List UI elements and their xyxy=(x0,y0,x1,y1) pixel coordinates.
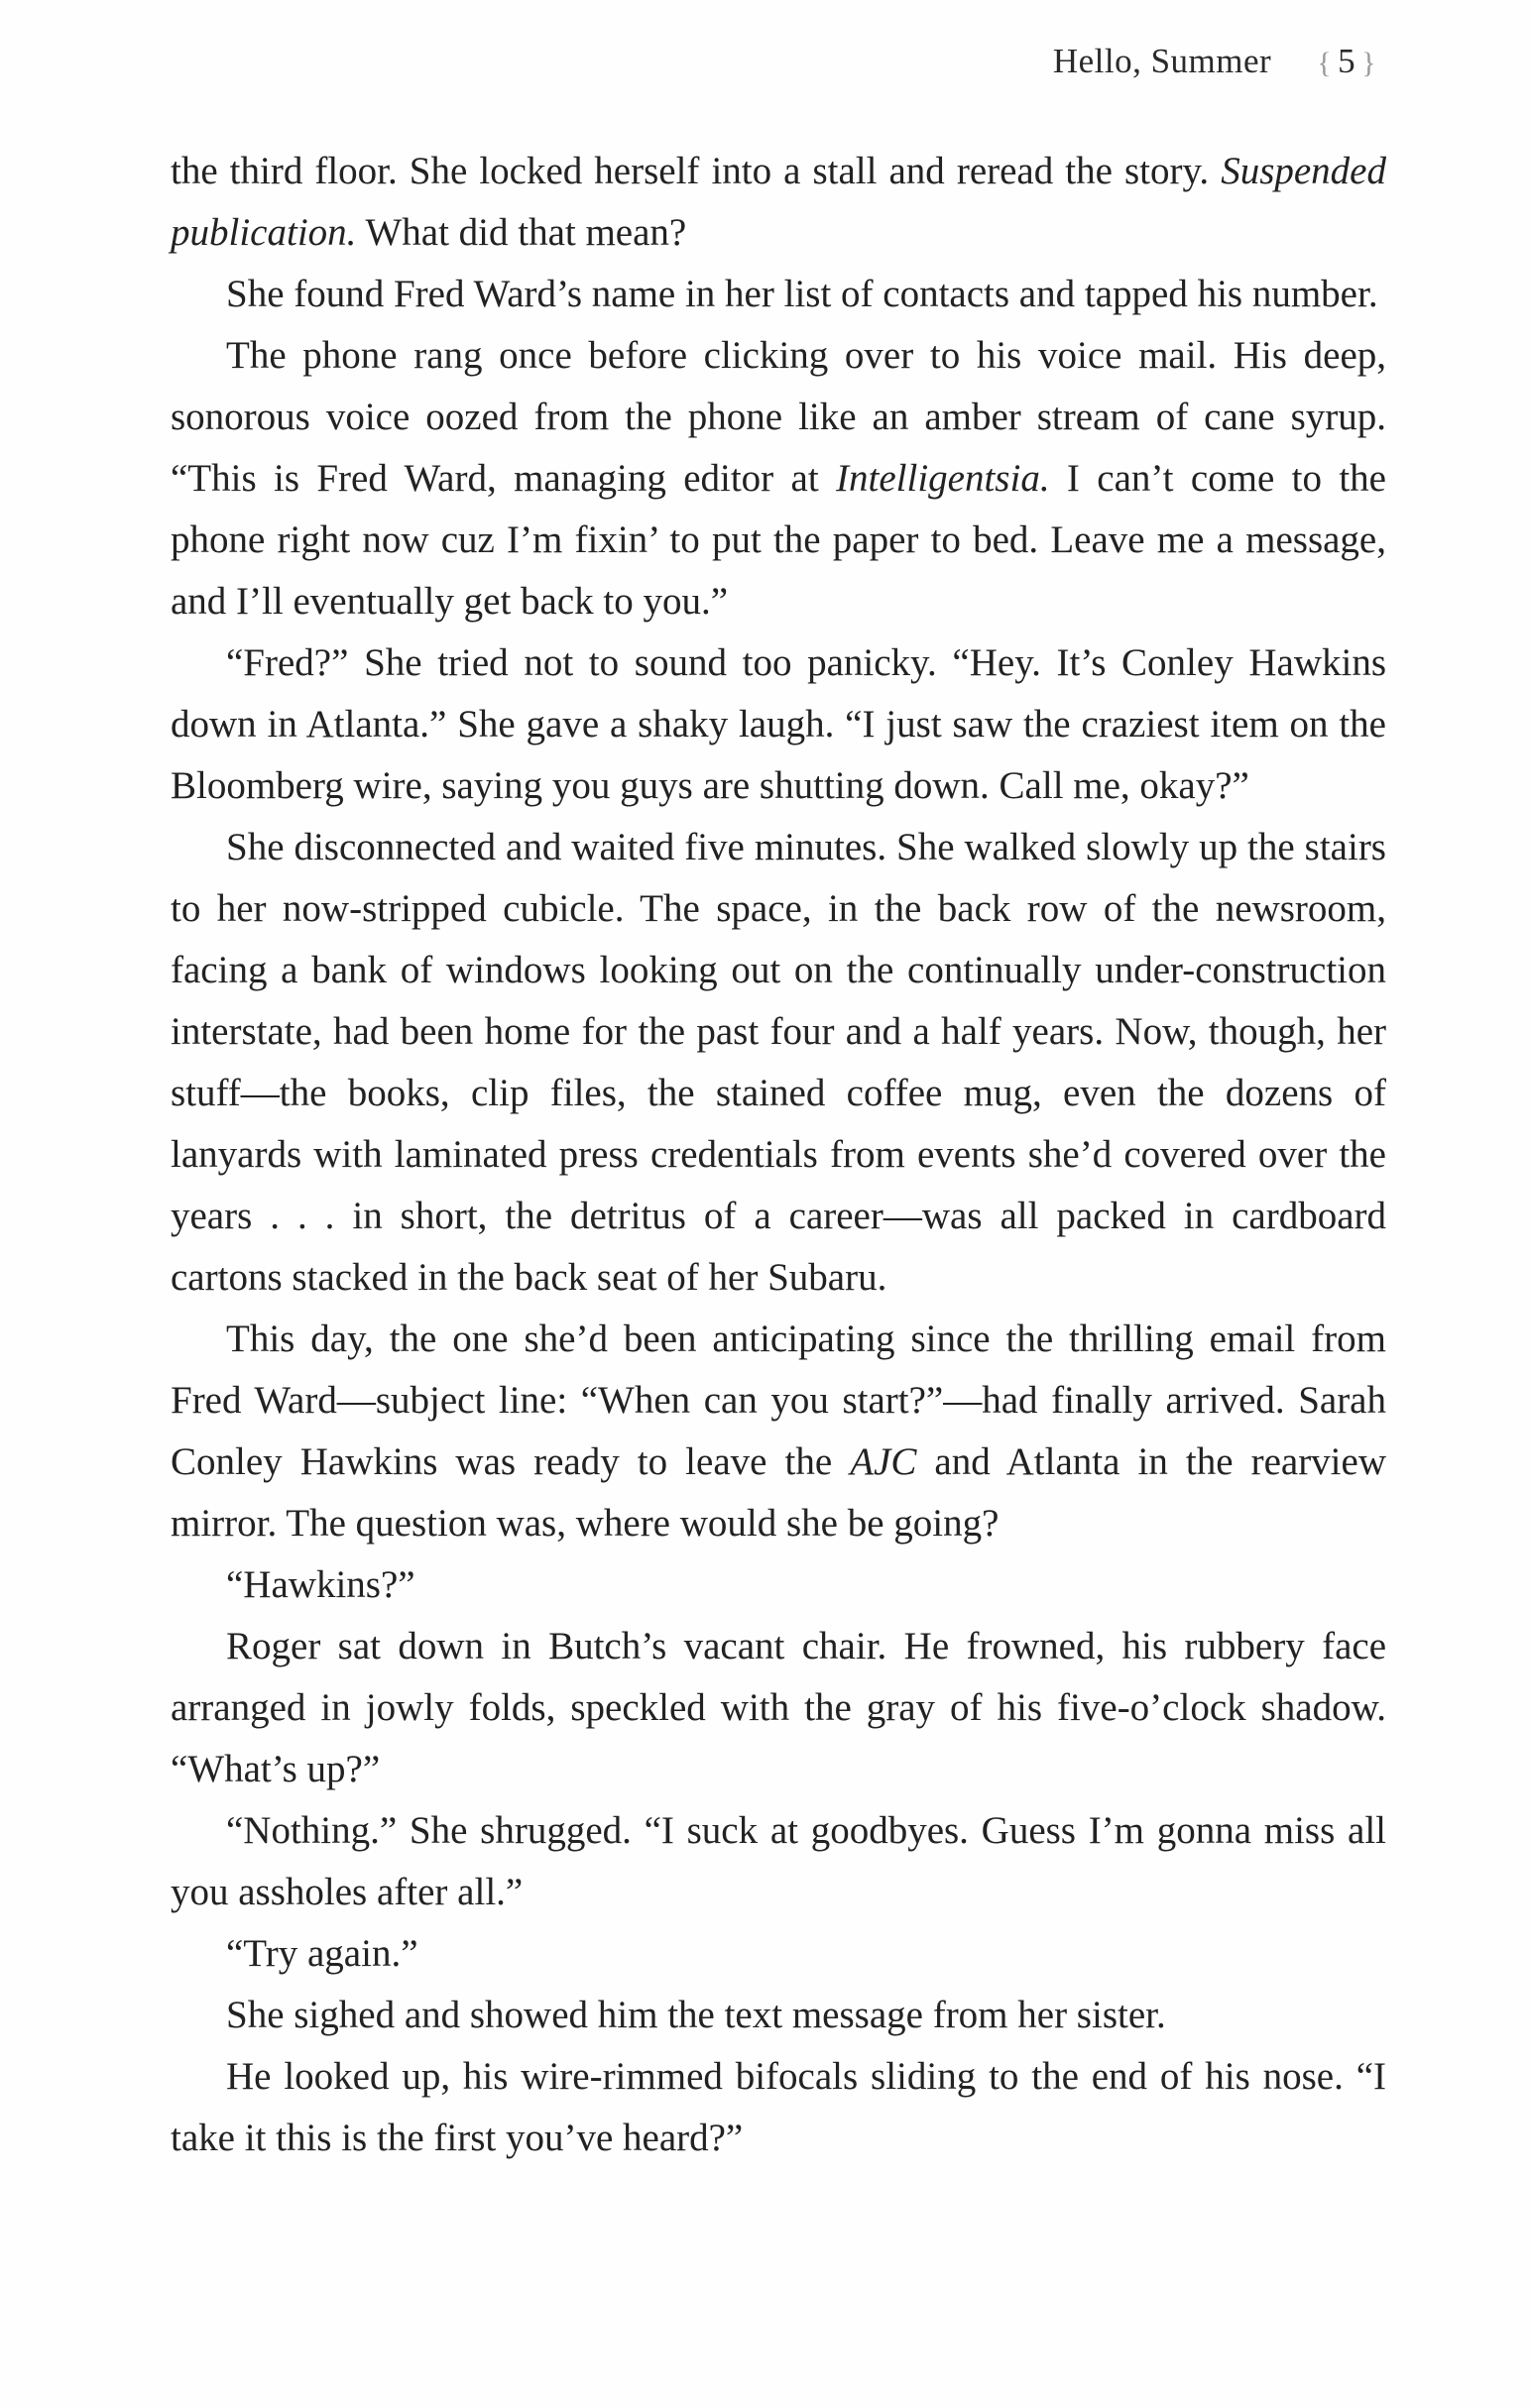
page-number-wrapper xyxy=(1311,42,1382,80)
italic-phrase: Intelligentsia. xyxy=(836,457,1050,500)
paragraph: “Fred?” She tried not to sound too panicky. “Hey. It’s Conley Hawkins down in Atlanta.” She gave a shaky laugh. “I just saw the craziest item on the Bloomberg wire, saying you guys are shutting down. Call me, okay?” xyxy=(171,641,1386,807)
paragraph: She sighed and showed him the text message from her sister. xyxy=(226,1994,1166,2036)
paragraph: “Nothing.” She shrugged. “I suck at goodbyes. Guess I’m gonna miss all you assholes after all.” xyxy=(171,1809,1386,1913)
page-number-right-brace: } xyxy=(1361,47,1376,79)
paragraph: She found Fred Ward’s name in her list of contacts and tapped his number. xyxy=(226,273,1378,315)
paragraph: The phone rang once before clicking over to his voice mail. His deep, sonorous voice oozed from the phone like an amber stream of cane syrup. “This is Fred Ward, managing editor at Intelligentsia. I can’t come to the phone right now cuz I’m fixin’ to put the paper to bed. Leave me a message, and I’ll eventually get back to you.” xyxy=(171,334,1386,623)
page-number-left-brace: { xyxy=(1317,47,1333,79)
paragraph: She disconnected and waited five minutes. She walked slowly up the stairs to her now-stripped cubicle. The space, in the back row of the newsroom, facing a bank of windows looking out on the continually under-construction interstate, had been home for the past four and a half years. Now, though, her stuff—the books, clip files, the stained coffee mug, even the dozens of lanyards with laminated press credentials from events she’d covered over the years . . . in short, the detritus of a career—was all packed in cardboard cartons stacked in the back seat of her Subaru. xyxy=(171,826,1386,1299)
paragraph: “Hawkins?” xyxy=(226,1563,415,1606)
italic-phrase: Suspended publication. xyxy=(171,150,1386,254)
body-text xyxy=(171,141,1386,2169)
page-number: 5 xyxy=(1338,42,1356,80)
paragraph: the third floor. She locked herself into a stall and reread the story. Suspended publication. What did that mean? xyxy=(171,150,1386,254)
running-header xyxy=(1053,42,1382,81)
paragraph: This day, the one she’d been anticipating since the thrilling email from Fred Ward—subject line: “When can you start?”—had finally arrived. Sarah Conley Hawkins was ready to leave the AJC and Atlanta in the rearview mirror. The question was, where would she be going? xyxy=(171,1318,1386,1545)
running-title: Hello, Summer xyxy=(1052,42,1272,80)
paragraph: “Try again.” xyxy=(226,1932,418,1975)
paragraph: Roger sat down in Butch’s vacant chair. He frowned, his rubbery face arranged in jowly folds, speckled with the gray of his five-o’clock shadow. “What’s up?” xyxy=(171,1625,1386,1790)
paragraph: He looked up, his wire-rimmed bifocals sliding to the end of his nose. “I take it this is the first you’ve heard?” xyxy=(171,2055,1386,2159)
italic-phrase: AJC xyxy=(850,1440,917,1483)
